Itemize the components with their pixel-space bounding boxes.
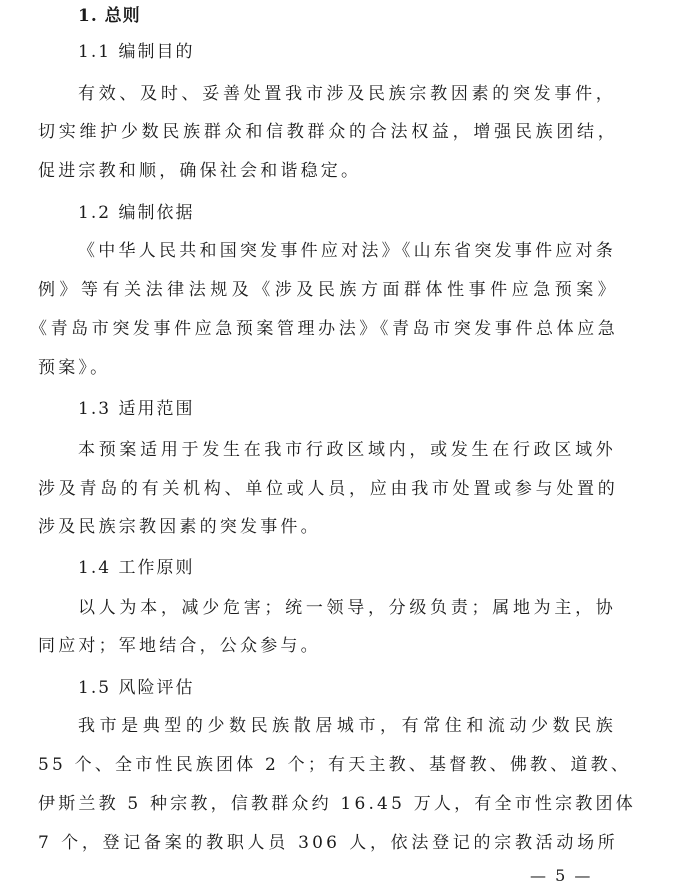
paragraph-line: 我市是典型的少数民族散居城市，有常住和流动少数民族 xyxy=(78,716,616,736)
paragraph-line: 预案》。 xyxy=(38,358,111,378)
paragraph-line: 切实维护少数民族群众和信教群众的合法权益，增强民族团结， xyxy=(38,122,618,142)
paragraph-line: 7 个，登记备案的教职人员 306 人，依法登记的宗教活动场所 xyxy=(38,833,618,853)
paragraph-line: 伊斯兰教 5 种宗教，信教群众约 16.45 万人，有全市性宗教团体 xyxy=(38,794,636,814)
subsection-heading: 1.5 风险评估 xyxy=(78,678,195,698)
section-title: 1. 总则 xyxy=(78,6,141,26)
subsection-heading: 1.1 编制目的 xyxy=(78,42,195,62)
paragraph-line: 例》等有关法律法规及《涉及民族方面群体性事件应急预案》 xyxy=(38,280,618,300)
paragraph-line: 《青岛市突发事件应急预案管理办法》《青岛市突发事件总体应急 xyxy=(30,319,618,339)
subsection-heading: 1.2 编制依据 xyxy=(78,203,195,223)
paragraph-line: 促进宗教和顺，确保社会和谐稳定。 xyxy=(38,161,362,181)
subsection-heading: 1.4 工作原则 xyxy=(78,558,195,578)
paragraph-line: 同应对；军地结合，公众参与。 xyxy=(38,636,321,656)
paragraph-line: 涉及民族宗教因素的突发事件。 xyxy=(38,517,321,537)
paragraph-line: 以人为本，减少危害；统一领导，分级负责；属地为主，协 xyxy=(78,598,616,618)
paragraph-line: 本预案适用于发生在我市行政区域内，或发生在行政区域外 xyxy=(78,440,616,460)
paragraph-line: 有效、及时、妥善处置我市涉及民族宗教因素的突发事件， xyxy=(78,84,616,104)
page-number: — 5 — xyxy=(530,866,593,885)
paragraph-line: 涉及青岛的有关机构、单位或人员，应由我市处置或参与处置的 xyxy=(38,479,618,499)
paragraph-line: 《中华人民共和国突发事件应对法》《山东省突发事件应对条 xyxy=(78,241,616,261)
subsection-heading: 1.3 适用范围 xyxy=(78,399,195,419)
paragraph-line: 55 个、全市性民族团体 2 个；有天主教、基督教、佛教、道教、 xyxy=(38,755,632,775)
